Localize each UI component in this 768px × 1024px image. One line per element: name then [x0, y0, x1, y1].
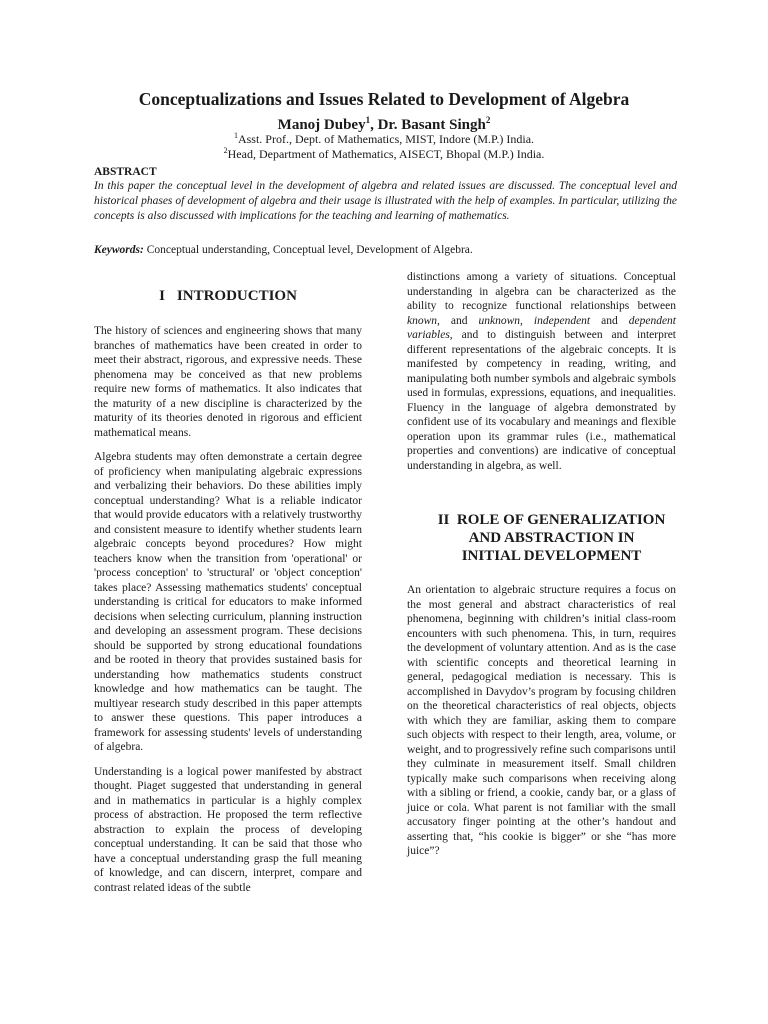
left-column [94, 283, 362, 895]
abstract-heading: ABSTRACT [94, 166, 157, 178]
intro-paragraph-2: Algebra students may often demonstrate a certain degree of proficiency when manipulating algebraic expressions and verbalizing their behaviors. Do these abilities imply conceptual understanding? What is a reliable indicator that would provide educators with a relatively trustworthy and consistent measure to identify whether students learn algebraic concepts beyond procedures? How might teachers know when the transition from 'operational' or 'process conception' to 'structural' or 'object conception' takes place? Assessing mathematics students' conceptual understanding is critical for educators to make informed decisions when selecting curriculum, planning instruction and developing an assessment program. These decisions should be supported by strong educational foundations and be rooted in theory that provides sustained basis for understanding how mathematics students construct knowledge and how mathematics can be taught. The multiyear research study described in this paper attempts to answer these questions. This paper introduces a framework for assessing students' levels of understanding of algebra. [94, 451, 362, 753]
abstract-body: In this paper the conceptual level in the development of algebra and related issues are discussed. The conceptual level and historical phases of development of algebra and their usage is illustrated with the help of examples. In particular, utilizing the concepts is also discussed with implications for the teaching and learning of mathematics. [94, 180, 677, 222]
affiliation-2 [0, 143, 768, 162]
section-2-paragraph: An orientation to algebraic structure requires a focus on the most general and abstract characteristics of real phenomena, beginning with children’s initial class-room encounters with such phenomena. This, in turn, requires the development of voluntary attention. And as is the case with scientific concepts and theoretical learning in general, pedagogical mediation is necessary. This is accomplished in Davydov’s program by focusing children on the theoretical characteristics of real objects, objects with which they are familiar, asking them to compare such objects with respect to their length, area, volume, or weight, and to progressively refine such comparisons until they culminate in measurement itself. Small children typically make such comparisons when receiving along with a sibling or friend, a cookie, candy bar, or a glass of juice or cola. What parent is not familiar with the small accusatory finger pointing at the other’s handout and asserting that, “his cookie is bigger” or she “has more juice”? [407, 584, 676, 857]
affiliation-1-text: Asst. Prof., Dept. of Mathematics, MIST, Indore (M.P.) India. [237, 132, 535, 146]
author-separator: , [370, 117, 378, 133]
affiliation-1-superscript: 1 [233, 131, 238, 140]
continuation-text-1: distinctions among a variety of situations. Conceptual understanding in algebra can be characterized as the ability to recognize functional relationships between [407, 271, 676, 312]
keywords-line [94, 243, 677, 258]
section-2-heading [407, 511, 676, 565]
continuation-em-3: dependent variables, [407, 314, 676, 341]
affiliation-2-superscript: 2 [223, 146, 228, 155]
continuation-em-1: known, [407, 314, 440, 327]
author-1-name: Manoj Dubey [277, 117, 366, 133]
continuation-text-2: and [439, 314, 479, 327]
author-2-superscript: 2 [485, 115, 491, 125]
keywords-text: Conceptual understanding, Conceptual level, Development of Algebra. [143, 244, 473, 256]
intro-paragraph-1: The history of sciences and engineering shows that many branches of mathematics have been created in order to meet their abstract, rigorous, and expressive needs. These phenomena may be conceived as that new problems require new forms of mathematics. It also indicates that the maturity of a new discipline is characterized by the maturity of its theories denoted in rigorous and efficient mathematical means. [94, 325, 362, 439]
section-2-title-line-2: AND ABSTRACTION IN [468, 530, 635, 546]
section-2-number: II [437, 512, 450, 528]
section-1-heading [94, 287, 362, 305]
section-2-line-1 [427, 511, 676, 529]
continuation-paragraph [407, 270, 676, 473]
affiliation-2-text: Head, Department of Mathematics, AISECT, Bhopal (M.P.) India. [227, 147, 545, 161]
paper-title: Conceptualizations and Issues Related to Development of Algebra [138, 89, 630, 109]
right-column [407, 270, 676, 859]
section-1-number: I [159, 288, 165, 304]
author-2-name: Dr. Basant Singh [377, 117, 486, 133]
section-1-title: INTRODUCTION [176, 288, 297, 304]
section-2-title-line-3: INITIAL DEVELOPMENT [461, 548, 642, 564]
continuation-text-4: and to distinguish between and interpret different representations of the algebraic concepts. It is manifested by competency in reading, writing, and manipulating both number symbols and algebraic symbols used in formulas, expressions, equations, and inequalities. Fluency in the language of algebra demonstrated by confident use of its vocabulary and meanings and flexible operation upon its grammar rules (i.e., mathematical properties and conventions) are indicative of conceptual understanding in algebra, as well. [407, 329, 676, 472]
continuation-text-3: and [590, 314, 629, 327]
author-1-superscript: 1 [365, 115, 371, 125]
section-2-title-line-1: ROLE OF GENERALIZATION [456, 512, 666, 528]
continuation-em-2: unknown, independent [478, 314, 591, 327]
keywords-label: Keywords: [94, 244, 144, 256]
intro-paragraph-3: Understanding is a logical power manifested by abstract thought. Piaget suggested that understanding in general and in mathematics in particular is a highly complex process of abstraction. He proposed the term reflective abstraction to explain the process of developing conceptual understanding. It can be said that those who have a conceptual understanding grasp the full meaning of knowledge, and can discern, interpret, compare and contrast related ideas of the subtle [94, 765, 362, 894]
